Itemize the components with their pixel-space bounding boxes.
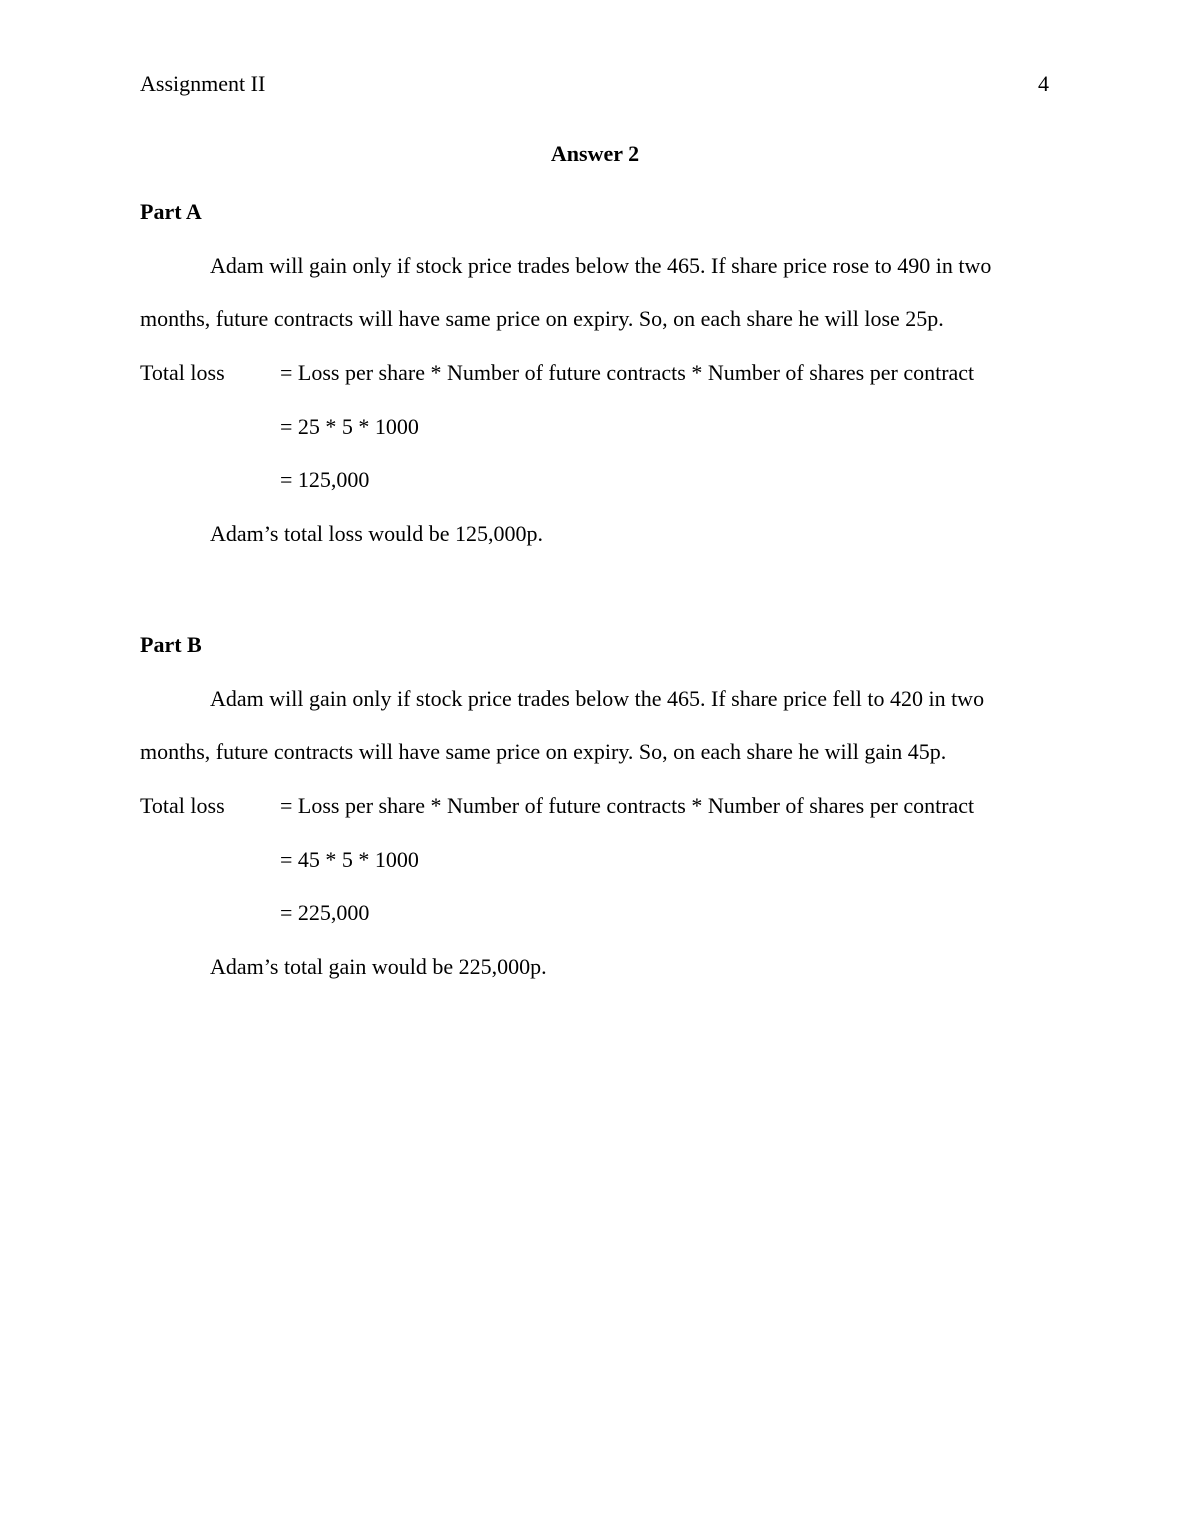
part-a-calc-step: = 25 * 5 * 1000 — [280, 414, 419, 439]
part-a-conclusion: Adam’s total loss would be 125,000p. — [210, 521, 544, 546]
part-a-calc-result: = 125,000 — [280, 467, 370, 492]
part-a-paragraph-line-1: Adam will gain only if stock price trades below the 465. If share price rose to 490 in two — [210, 253, 992, 278]
part-b-conclusion: Adam’s total gain would be 225,000p. — [210, 954, 547, 979]
part-a-paragraph-line-2: months, future contracts will have same price on expiry. So, on each share he will lose 25p. — [140, 306, 944, 331]
part-b-calc-label: Total loss — [140, 793, 225, 818]
part-b-calc-result: = 225,000 — [280, 900, 370, 925]
part-a-heading: Part A — [140, 199, 202, 224]
part-b-calc-step: = 45 * 5 * 1000 — [280, 847, 419, 872]
page-number: 4 — [1038, 71, 1049, 96]
part-a-calc-formula: = Loss per share * Number of future contracts * Number of shares per contract — [280, 360, 975, 385]
running-head: Assignment II — [140, 71, 266, 96]
part-a-calc-label: Total loss — [140, 360, 225, 385]
page-title: Answer 2 — [550, 141, 640, 166]
part-b-paragraph-line-1: Adam will gain only if stock price trades below the 465. If share price fell to 420 in two — [210, 686, 985, 711]
part-b-heading: Part B — [140, 632, 202, 657]
part-b-paragraph-line-2: months, future contracts will have same price on expiry. So, on each share he will gain 45p. — [140, 739, 947, 764]
part-b-calc-formula: = Loss per share * Number of future contracts * Number of shares per contract — [280, 793, 975, 818]
